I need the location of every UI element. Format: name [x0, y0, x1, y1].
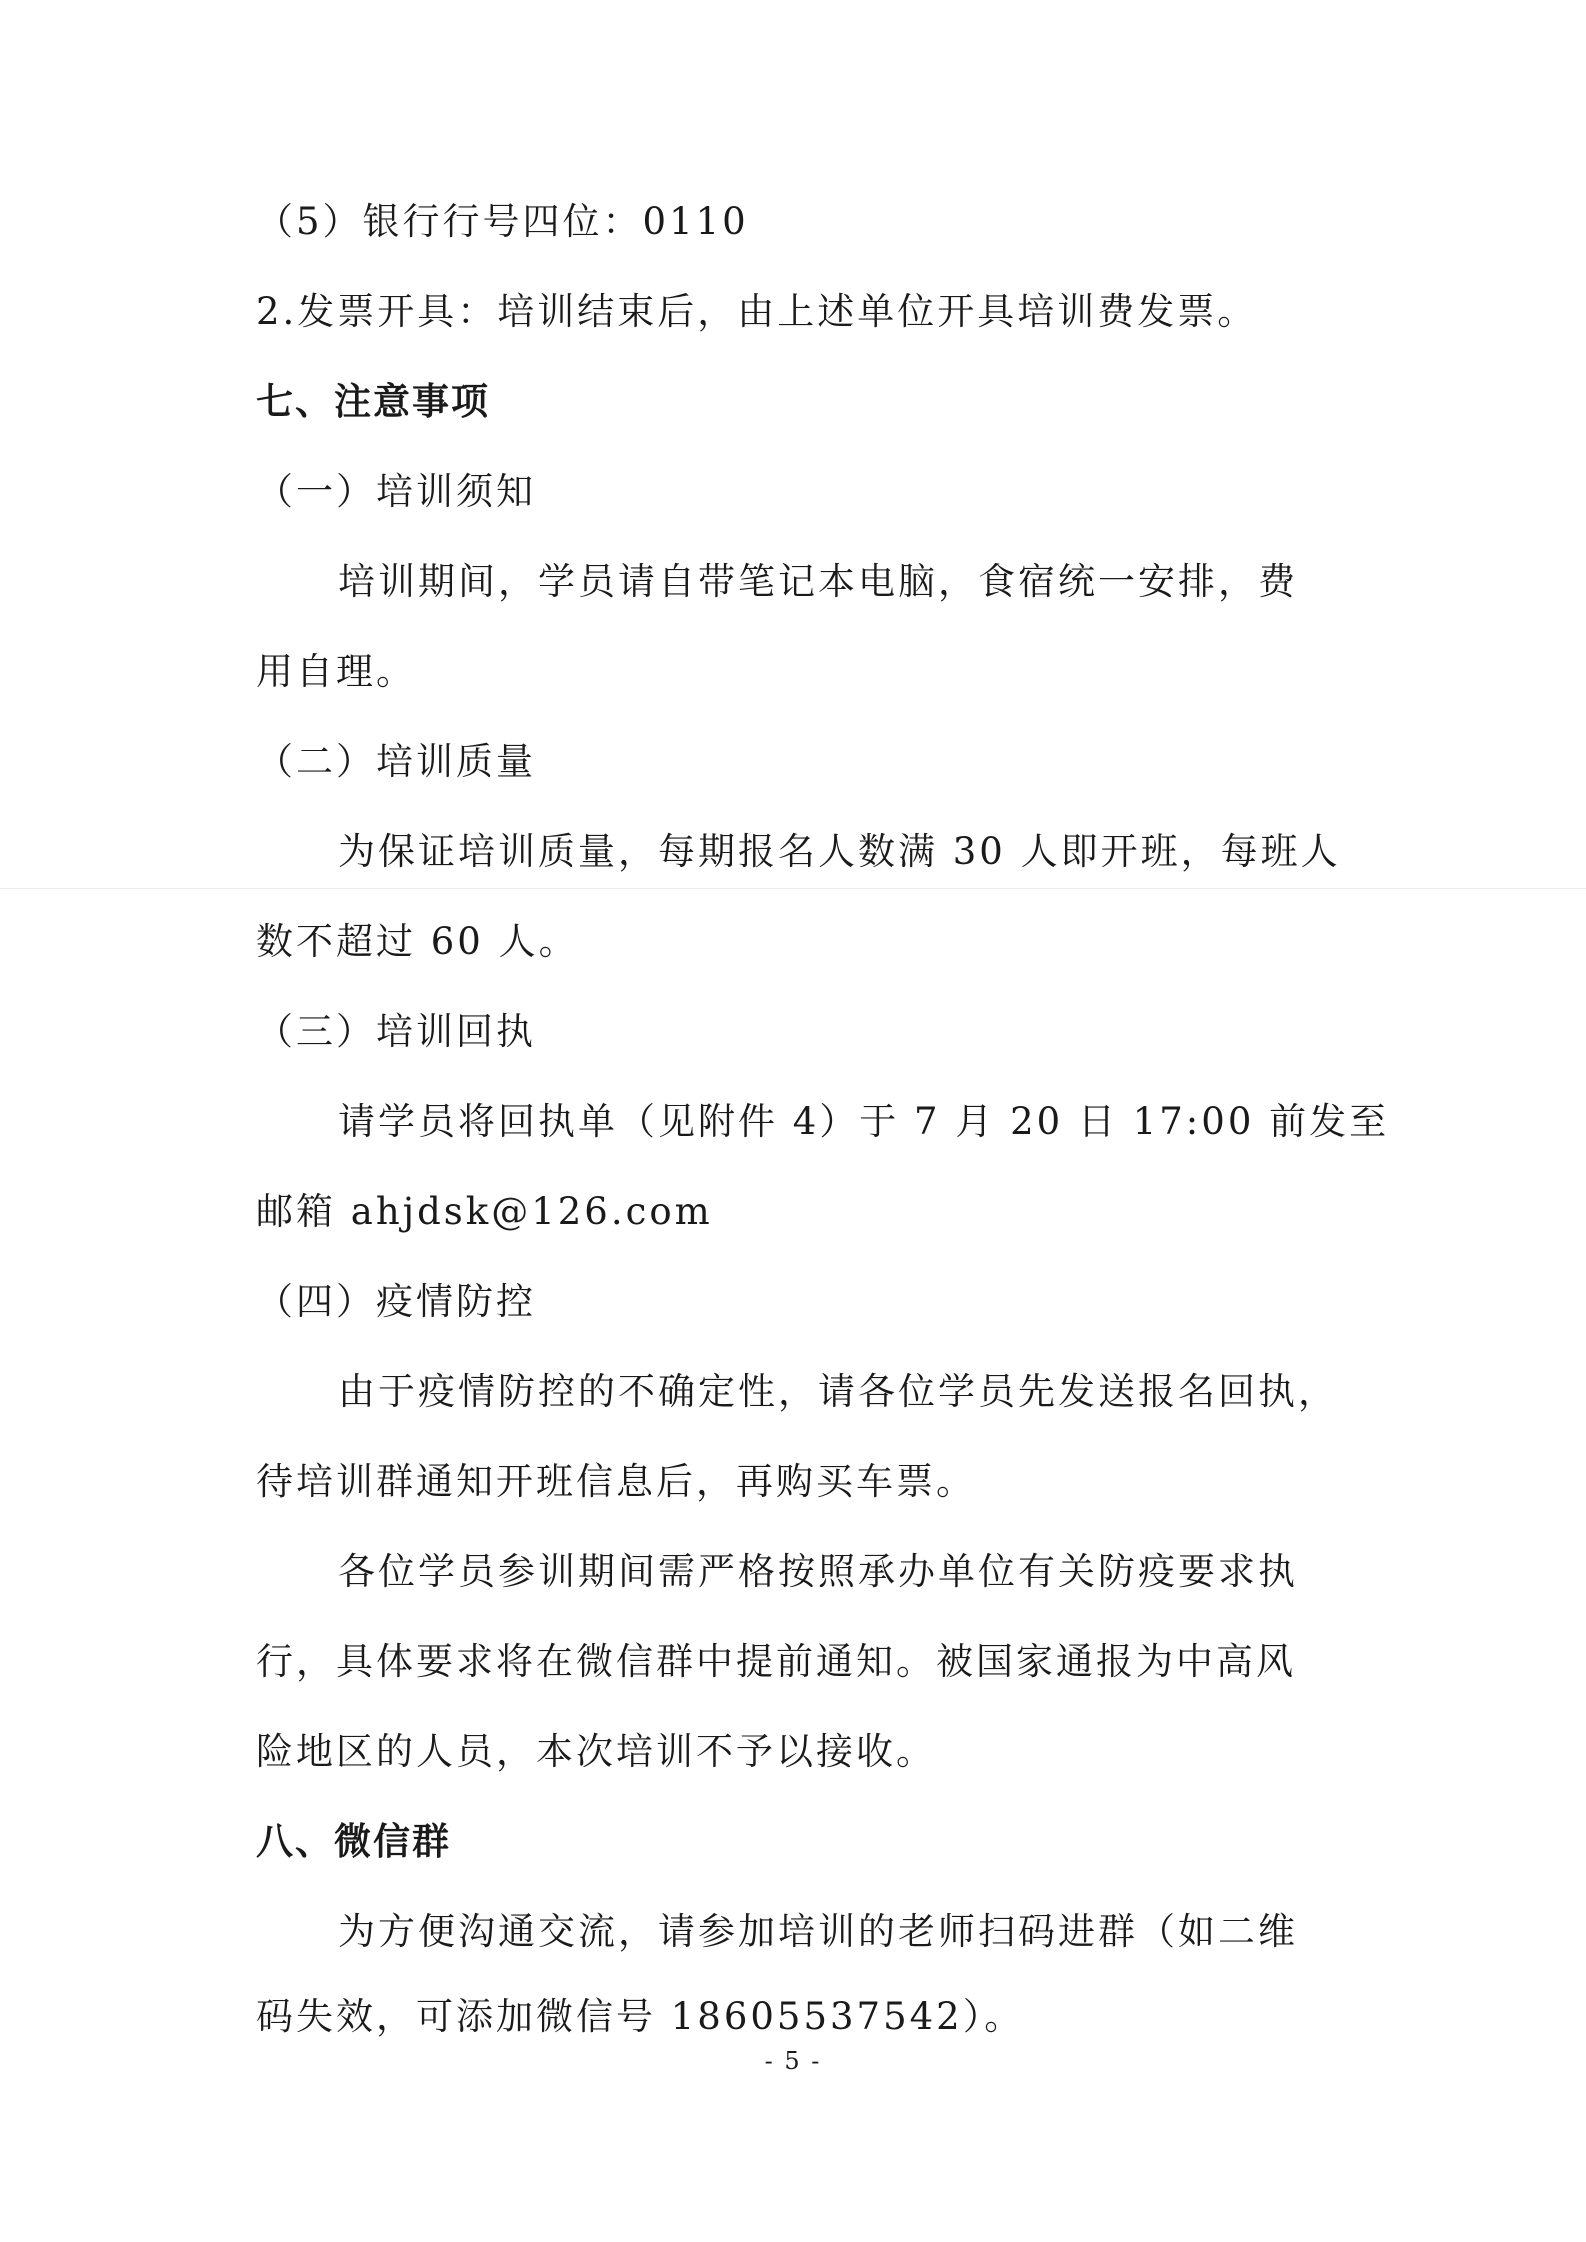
paragraph-line: 培训期间，学员请自带笔记本电脑，食宿统一安排，费 — [338, 560, 1298, 603]
bank-code-line: （5）银行行号四位：0110 — [256, 200, 749, 243]
subheading-training-notice: （一）培训须知 — [256, 470, 536, 513]
subheading-training-quality: （二）培训质量 — [256, 740, 536, 783]
subheading-training-receipt: （三）培训回执 — [256, 1010, 536, 1053]
paragraph-line: 用自理。 — [256, 650, 416, 693]
section-heading-wechat-group: 八、微信群 — [256, 1820, 451, 1863]
invoice-line: 2.发票开具：培训结束后，由上述单位开具培训费发票。 — [256, 290, 1258, 333]
paragraph-line: 码失效，可添加微信号 18605537542）。 — [256, 1995, 1025, 2038]
paragraph-line: 由于疫情防控的不确定性，请各位学员先发送报名回执， — [338, 1370, 1338, 1413]
paragraph-line: 待培训群通知开班信息后，再购买车票。 — [256, 1460, 976, 1503]
paragraph-line: 数不超过 60 人。 — [256, 920, 579, 963]
section-heading-notes: 七、注意事项 — [256, 380, 490, 423]
scan-fold-line — [0, 888, 1586, 889]
paragraph-line: 险地区的人员，本次培训不予以接收。 — [256, 1730, 936, 1773]
paragraph-line: 为保证培训质量，每期报名人数满 30 人即开班，每班人 — [338, 830, 1341, 873]
subheading-epidemic-control: （四）疫情防控 — [256, 1280, 536, 1323]
paragraph-line: 为方便沟通交流，请参加培训的老师扫码进群（如二维 — [338, 1910, 1298, 1953]
paragraph-line: 请学员将回执单（见附件 4）于 7 月 20 日 17:00 前发至 — [338, 1100, 1390, 1143]
paragraph-line: 各位学员参训期间需严格按照承办单位有关防疫要求执 — [338, 1550, 1298, 1593]
paragraph-line: 行，具体要求将在微信群中提前通知。被国家通报为中高风 — [256, 1640, 1296, 1683]
page-number: - 5 - — [764, 2047, 822, 2075]
email-line: 邮箱 ahjdsk@126.com — [256, 1190, 713, 1233]
